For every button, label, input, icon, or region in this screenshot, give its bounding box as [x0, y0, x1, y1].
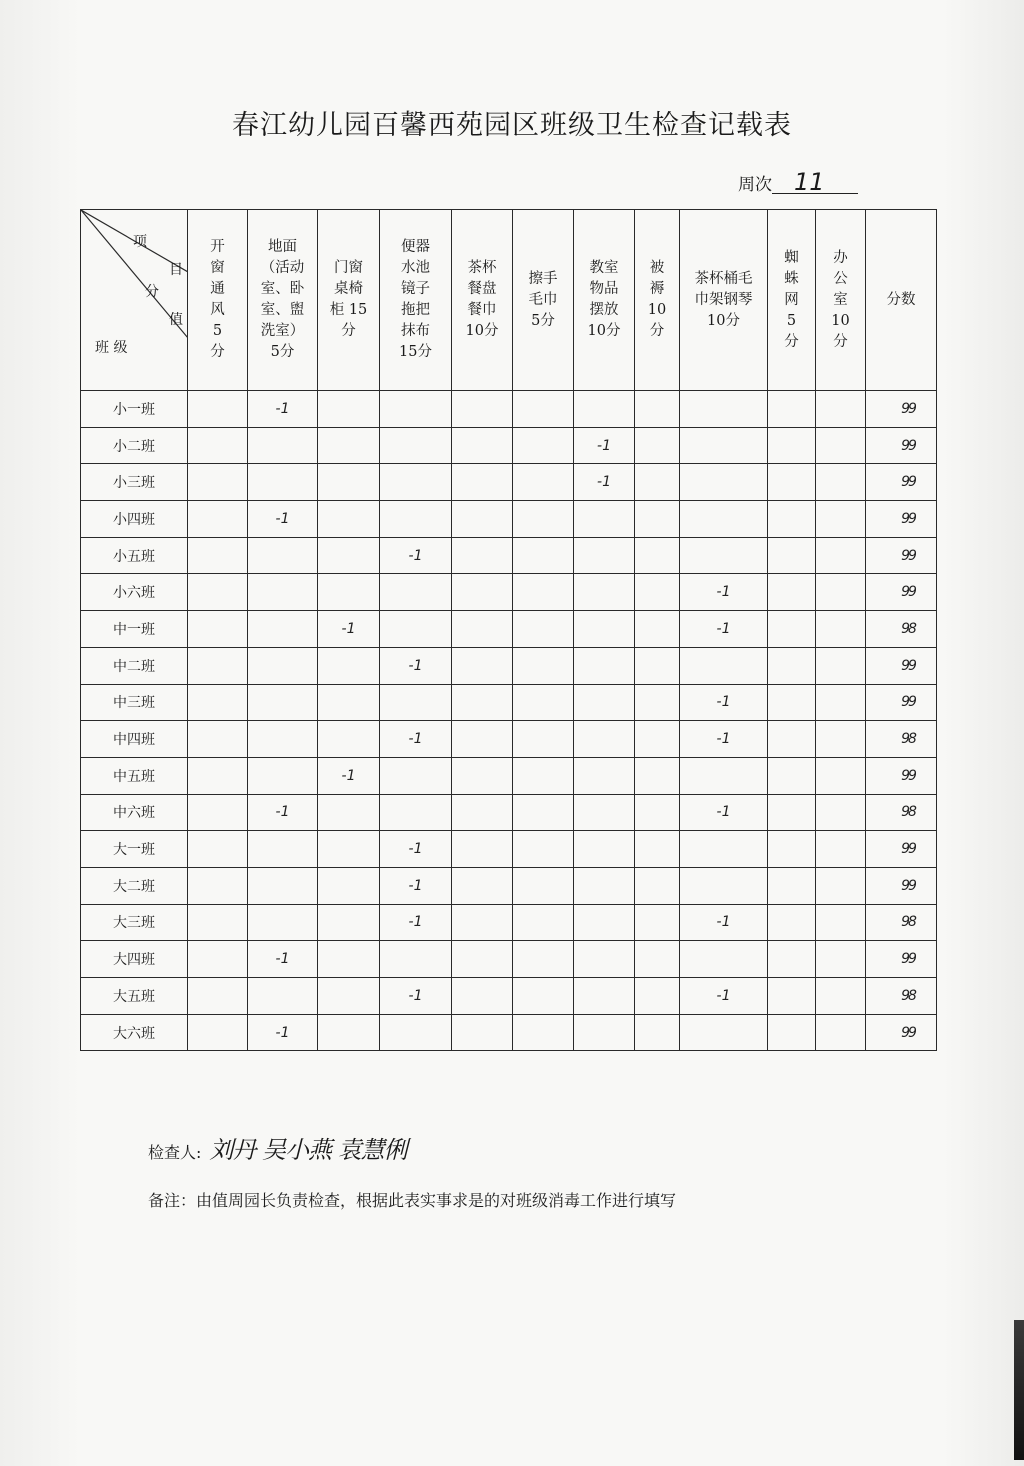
deduction-cell — [188, 647, 248, 684]
deduction-cell — [816, 647, 866, 684]
deduction-cell — [768, 757, 816, 794]
deduction-cell — [816, 537, 866, 574]
deduction-cell — [452, 978, 513, 1015]
deduction-cell: -1 — [680, 721, 768, 758]
deduction-cell — [452, 867, 513, 904]
col-header-cobweb: 蜘蛛网 5分 — [768, 210, 816, 391]
table-row — [81, 391, 937, 428]
remark-note: 备注：由值周园长负责检查，根据此表实事求是的对班级消毒工作进行填写 — [148, 1191, 677, 1210]
deduction-cell — [452, 1014, 513, 1051]
diag-zhi-label: 值 — [169, 312, 183, 328]
score-cell: 99 — [866, 757, 937, 794]
col-header-furniture: 门窗桌椅柜 15分 — [318, 210, 380, 391]
deduction-cell — [380, 757, 452, 794]
deduction-cell: -1 — [680, 611, 768, 648]
deduction-cell — [635, 501, 680, 538]
deduction-cell — [574, 684, 635, 721]
deduction-cell — [318, 867, 380, 904]
deduction-cell — [452, 647, 513, 684]
deduction-cell — [513, 978, 574, 1015]
col-header-office: 办公室 10分 — [816, 210, 866, 391]
deduction-cell — [635, 647, 680, 684]
score-cell: 98 — [866, 978, 937, 1015]
score-cell: 98 — [866, 721, 937, 758]
deduction-cell — [768, 391, 816, 428]
deduction-cell — [574, 1014, 635, 1051]
deduction-cell — [188, 867, 248, 904]
deduction-cell — [188, 721, 248, 758]
class-name-cell: 小五班 — [81, 537, 188, 574]
deduction-cell — [680, 464, 768, 501]
deduction-cell — [768, 831, 816, 868]
deduction-cell — [380, 501, 452, 538]
deduction-cell — [635, 904, 680, 941]
deduction-cell — [318, 1014, 380, 1051]
deduction-cell — [574, 574, 635, 611]
deduction-cell — [318, 427, 380, 464]
deduction-cell — [574, 537, 635, 574]
deduction-cell — [680, 647, 768, 684]
deduction-cell: -1 — [680, 794, 768, 831]
deduction-cell — [318, 831, 380, 868]
deduction-cell — [768, 537, 816, 574]
deduction-cell — [318, 537, 380, 574]
deduction-cell — [513, 391, 574, 428]
class-name-cell: 大二班 — [81, 867, 188, 904]
deduction-cell: -1 — [680, 574, 768, 611]
deduction-cell — [452, 684, 513, 721]
deduction-cell — [635, 794, 680, 831]
score-cell: 99 — [866, 574, 937, 611]
deduction-cell — [574, 831, 635, 868]
deduction-cell: -1 — [248, 794, 318, 831]
diag-class-label: 班 级 — [95, 340, 128, 356]
deduction-cell — [513, 611, 574, 648]
table-body — [81, 391, 937, 1051]
deduction-cell — [380, 1014, 452, 1051]
deduction-cell — [513, 464, 574, 501]
score-cell: 99 — [866, 464, 937, 501]
deduction-cell — [513, 427, 574, 464]
deduction-cell — [380, 684, 452, 721]
inspector-line — [148, 1130, 407, 1165]
deduction-cell — [816, 757, 866, 794]
deduction-cell — [513, 684, 574, 721]
deduction-cell — [452, 537, 513, 574]
deduction-cell — [574, 647, 635, 684]
class-name-cell: 中六班 — [81, 794, 188, 831]
deduction-cell — [188, 1014, 248, 1051]
deduction-cell — [452, 757, 513, 794]
deduction-cell — [574, 757, 635, 794]
deduction-cell — [188, 391, 248, 428]
class-name-cell: 小四班 — [81, 501, 188, 538]
score-cell: 98 — [866, 904, 937, 941]
deduction-cell — [188, 427, 248, 464]
deduction-cell — [452, 501, 513, 538]
table-row — [81, 904, 937, 941]
deduction-cell: -1 — [380, 867, 452, 904]
deduction-cell — [452, 427, 513, 464]
deduction-cell — [248, 427, 318, 464]
deduction-cell — [513, 1014, 574, 1051]
table-row — [81, 537, 937, 574]
deduction-cell — [513, 794, 574, 831]
inspector-signatures: 刘丹 吴小燕 袁慧俐 — [209, 1136, 407, 1164]
class-name-cell: 大六班 — [81, 1014, 188, 1051]
deduction-cell — [188, 904, 248, 941]
score-cell: 99 — [866, 1014, 937, 1051]
deduction-cell — [318, 391, 380, 428]
deduction-cell — [816, 574, 866, 611]
deduction-cell — [318, 501, 380, 538]
deduction-cell — [768, 794, 816, 831]
deduction-cell — [574, 941, 635, 978]
table-row — [81, 867, 937, 904]
deduction-cell — [513, 904, 574, 941]
deduction-cell — [248, 867, 318, 904]
deduction-cell — [318, 941, 380, 978]
deduction-cell — [513, 867, 574, 904]
deduction-cell: -1 — [680, 904, 768, 941]
deduction-cell — [513, 501, 574, 538]
deduction-cell — [680, 831, 768, 868]
table-row — [81, 1014, 937, 1051]
deduction-cell — [816, 794, 866, 831]
deduction-cell — [635, 867, 680, 904]
score-cell: 99 — [866, 537, 937, 574]
deduction-cell — [318, 721, 380, 758]
deduction-cell — [248, 684, 318, 721]
table-row — [81, 941, 937, 978]
class-name-cell: 大三班 — [81, 904, 188, 941]
deduction-cell — [380, 941, 452, 978]
deduction-cell — [318, 978, 380, 1015]
deduction-cell — [380, 574, 452, 611]
class-name-cell: 中五班 — [81, 757, 188, 794]
table-row — [81, 427, 937, 464]
deduction-cell — [318, 794, 380, 831]
deduction-cell — [513, 757, 574, 794]
table-row — [81, 757, 937, 794]
deduction-cell — [452, 904, 513, 941]
deduction-cell — [188, 537, 248, 574]
table-row — [81, 574, 937, 611]
deduction-cell — [380, 427, 452, 464]
table-row — [81, 978, 937, 1015]
deduction-cell — [248, 574, 318, 611]
deduction-cell — [816, 721, 866, 758]
deduction-cell — [635, 941, 680, 978]
header-row — [81, 210, 937, 391]
deduction-cell: -1 — [574, 427, 635, 464]
deduction-cell — [452, 464, 513, 501]
deduction-cell — [574, 501, 635, 538]
deduction-cell — [816, 867, 866, 904]
deduction-cell — [248, 721, 318, 758]
class-name-cell: 中三班 — [81, 684, 188, 721]
deduction-cell — [635, 464, 680, 501]
deduction-cell — [248, 464, 318, 501]
deduction-cell — [635, 427, 680, 464]
deduction-cell — [188, 831, 248, 868]
deduction-cell — [768, 978, 816, 1015]
week-label: 周次 — [738, 175, 772, 195]
deduction-cell — [248, 831, 318, 868]
deduction-cell — [513, 941, 574, 978]
deduction-cell — [248, 757, 318, 794]
page-title: 春江幼儿园百馨西苑园区班级卫生检查记载表 — [232, 110, 792, 141]
deduction-cell — [680, 427, 768, 464]
deduction-cell: -1 — [574, 464, 635, 501]
col-header-cup-bucket: 茶杯桶毛巾架钢琴 10分 — [680, 210, 768, 391]
deduction-cell — [452, 941, 513, 978]
class-name-cell: 大五班 — [81, 978, 188, 1015]
deduction-cell — [513, 537, 574, 574]
deduction-cell — [635, 537, 680, 574]
deduction-cell — [574, 611, 635, 648]
deduction-cell — [680, 501, 768, 538]
deduction-cell — [318, 684, 380, 721]
score-cell: 99 — [866, 427, 937, 464]
deduction-cell — [816, 831, 866, 868]
deduction-cell — [635, 611, 680, 648]
score-cell: 99 — [866, 501, 937, 538]
score-cell: 99 — [866, 941, 937, 978]
week-field — [738, 170, 858, 195]
score-cell: 99 — [866, 867, 937, 904]
deduction-cell: -1 — [380, 721, 452, 758]
deduction-cell — [188, 501, 248, 538]
deduction-cell — [635, 574, 680, 611]
deduction-cell — [768, 684, 816, 721]
deduction-cell — [318, 574, 380, 611]
table-row — [81, 464, 937, 501]
deduction-cell — [816, 427, 866, 464]
deduction-cell — [452, 574, 513, 611]
deduction-cell — [574, 904, 635, 941]
deduction-cell — [188, 978, 248, 1015]
deduction-cell — [248, 978, 318, 1015]
diag-mu-label: 目 — [169, 262, 183, 278]
deduction-cell: -1 — [380, 537, 452, 574]
deduction-cell — [816, 904, 866, 941]
table-row — [81, 721, 937, 758]
col-header-ventilation: 开窗通风 5分 — [188, 210, 248, 391]
deduction-cell — [816, 501, 866, 538]
score-cell: 99 — [866, 391, 937, 428]
deduction-cell — [635, 391, 680, 428]
deduction-cell: -1 — [318, 757, 380, 794]
deduction-cell — [768, 904, 816, 941]
score-cell: 99 — [866, 647, 937, 684]
deduction-cell — [452, 611, 513, 648]
deduction-cell — [574, 978, 635, 1015]
deduction-cell — [188, 757, 248, 794]
deduction-cell — [635, 978, 680, 1015]
deduction-cell — [635, 1014, 680, 1051]
deduction-cell: -1 — [318, 611, 380, 648]
class-name-cell: 中一班 — [81, 611, 188, 648]
deduction-cell — [635, 831, 680, 868]
deduction-cell — [188, 611, 248, 648]
deduction-cell — [574, 794, 635, 831]
deduction-cell: -1 — [380, 647, 452, 684]
deduction-cell: -1 — [248, 941, 318, 978]
deduction-cell — [680, 1014, 768, 1051]
deduction-cell — [318, 647, 380, 684]
deduction-cell — [768, 574, 816, 611]
deduction-cell — [680, 537, 768, 574]
deduction-cell — [188, 464, 248, 501]
deduction-cell: -1 — [248, 501, 318, 538]
page-edge-shadow — [1014, 1320, 1024, 1460]
table-row — [81, 501, 937, 538]
deduction-cell — [380, 464, 452, 501]
table-row — [81, 794, 937, 831]
deduction-cell — [452, 391, 513, 428]
deduction-cell — [248, 611, 318, 648]
deduction-cell — [513, 647, 574, 684]
deduction-cell — [248, 647, 318, 684]
score-cell: 99 — [866, 831, 937, 868]
deduction-cell — [635, 721, 680, 758]
class-name-cell: 大四班 — [81, 941, 188, 978]
deduction-cell — [635, 684, 680, 721]
deduction-cell: -1 — [248, 391, 318, 428]
score-cell: 98 — [866, 794, 937, 831]
deduction-cell — [816, 464, 866, 501]
deduction-cell — [574, 721, 635, 758]
col-header-score: 分数 — [866, 210, 937, 391]
deduction-cell — [816, 684, 866, 721]
deduction-cell — [680, 391, 768, 428]
class-name-cell: 中二班 — [81, 647, 188, 684]
deduction-cell — [380, 611, 452, 648]
deduction-cell: -1 — [380, 831, 452, 868]
diag-fen-label: 分 — [145, 284, 159, 300]
deduction-cell — [768, 647, 816, 684]
deduction-cell — [768, 427, 816, 464]
diagonal-header-cell — [81, 210, 188, 391]
deduction-cell: -1 — [248, 1014, 318, 1051]
score-cell: 98 — [866, 611, 937, 648]
class-name-cell: 大一班 — [81, 831, 188, 868]
deduction-cell — [380, 391, 452, 428]
deduction-cell — [318, 904, 380, 941]
week-value: 11 — [772, 171, 858, 194]
col-header-toilet: 便器水池镜子拖把抹布 15分 — [380, 210, 452, 391]
deduction-cell — [680, 941, 768, 978]
deduction-cell — [816, 941, 866, 978]
deduction-cell — [635, 757, 680, 794]
table-row — [81, 684, 937, 721]
deduction-cell — [452, 794, 513, 831]
deduction-cell — [318, 464, 380, 501]
col-header-floor: 地面（活动室、卧室、盥洗室） 5分 — [248, 210, 318, 391]
deduction-cell: -1 — [680, 978, 768, 1015]
deduction-cell: -1 — [680, 684, 768, 721]
deduction-cell — [680, 867, 768, 904]
deduction-cell — [768, 501, 816, 538]
deduction-cell — [188, 794, 248, 831]
deduction-cell — [188, 684, 248, 721]
score-cell: 99 — [866, 684, 937, 721]
deduction-cell — [513, 574, 574, 611]
class-name-cell: 小六班 — [81, 574, 188, 611]
deduction-cell — [768, 867, 816, 904]
deduction-cell — [513, 831, 574, 868]
class-name-cell: 小三班 — [81, 464, 188, 501]
class-name-cell: 小一班 — [81, 391, 188, 428]
col-header-tableware: 茶杯餐盘餐巾 10分 — [452, 210, 513, 391]
deduction-cell — [816, 1014, 866, 1051]
deduction-cell: -1 — [380, 904, 452, 941]
deduction-cell — [816, 978, 866, 1015]
col-header-towel: 擦手毛巾 5分 — [513, 210, 574, 391]
inspection-table — [80, 209, 937, 1051]
deduction-cell — [380, 794, 452, 831]
deduction-cell — [680, 757, 768, 794]
deduction-cell — [574, 391, 635, 428]
deduction-cell — [248, 537, 318, 574]
col-header-bedding: 被褥 10分 — [635, 210, 680, 391]
diag-item-label: 项 — [133, 234, 147, 250]
deduction-cell — [816, 391, 866, 428]
deduction-cell — [452, 721, 513, 758]
deduction-cell — [768, 464, 816, 501]
deduction-cell — [513, 721, 574, 758]
deduction-cell: -1 — [380, 978, 452, 1015]
col-header-classroom-items: 教室物品摆放 10分 — [574, 210, 635, 391]
inspector-label: 检查人: — [148, 1143, 202, 1162]
table-row — [81, 611, 937, 648]
deduction-cell — [768, 941, 816, 978]
table-row — [81, 831, 937, 868]
class-name-cell: 小二班 — [81, 427, 188, 464]
deduction-cell — [768, 611, 816, 648]
deduction-cell — [816, 611, 866, 648]
deduction-cell — [188, 574, 248, 611]
deduction-cell — [768, 721, 816, 758]
deduction-cell — [768, 1014, 816, 1051]
class-name-cell: 中四班 — [81, 721, 188, 758]
deduction-cell — [188, 941, 248, 978]
deduction-cell — [248, 904, 318, 941]
deduction-cell — [574, 867, 635, 904]
deduction-cell — [452, 831, 513, 868]
table-row — [81, 647, 937, 684]
